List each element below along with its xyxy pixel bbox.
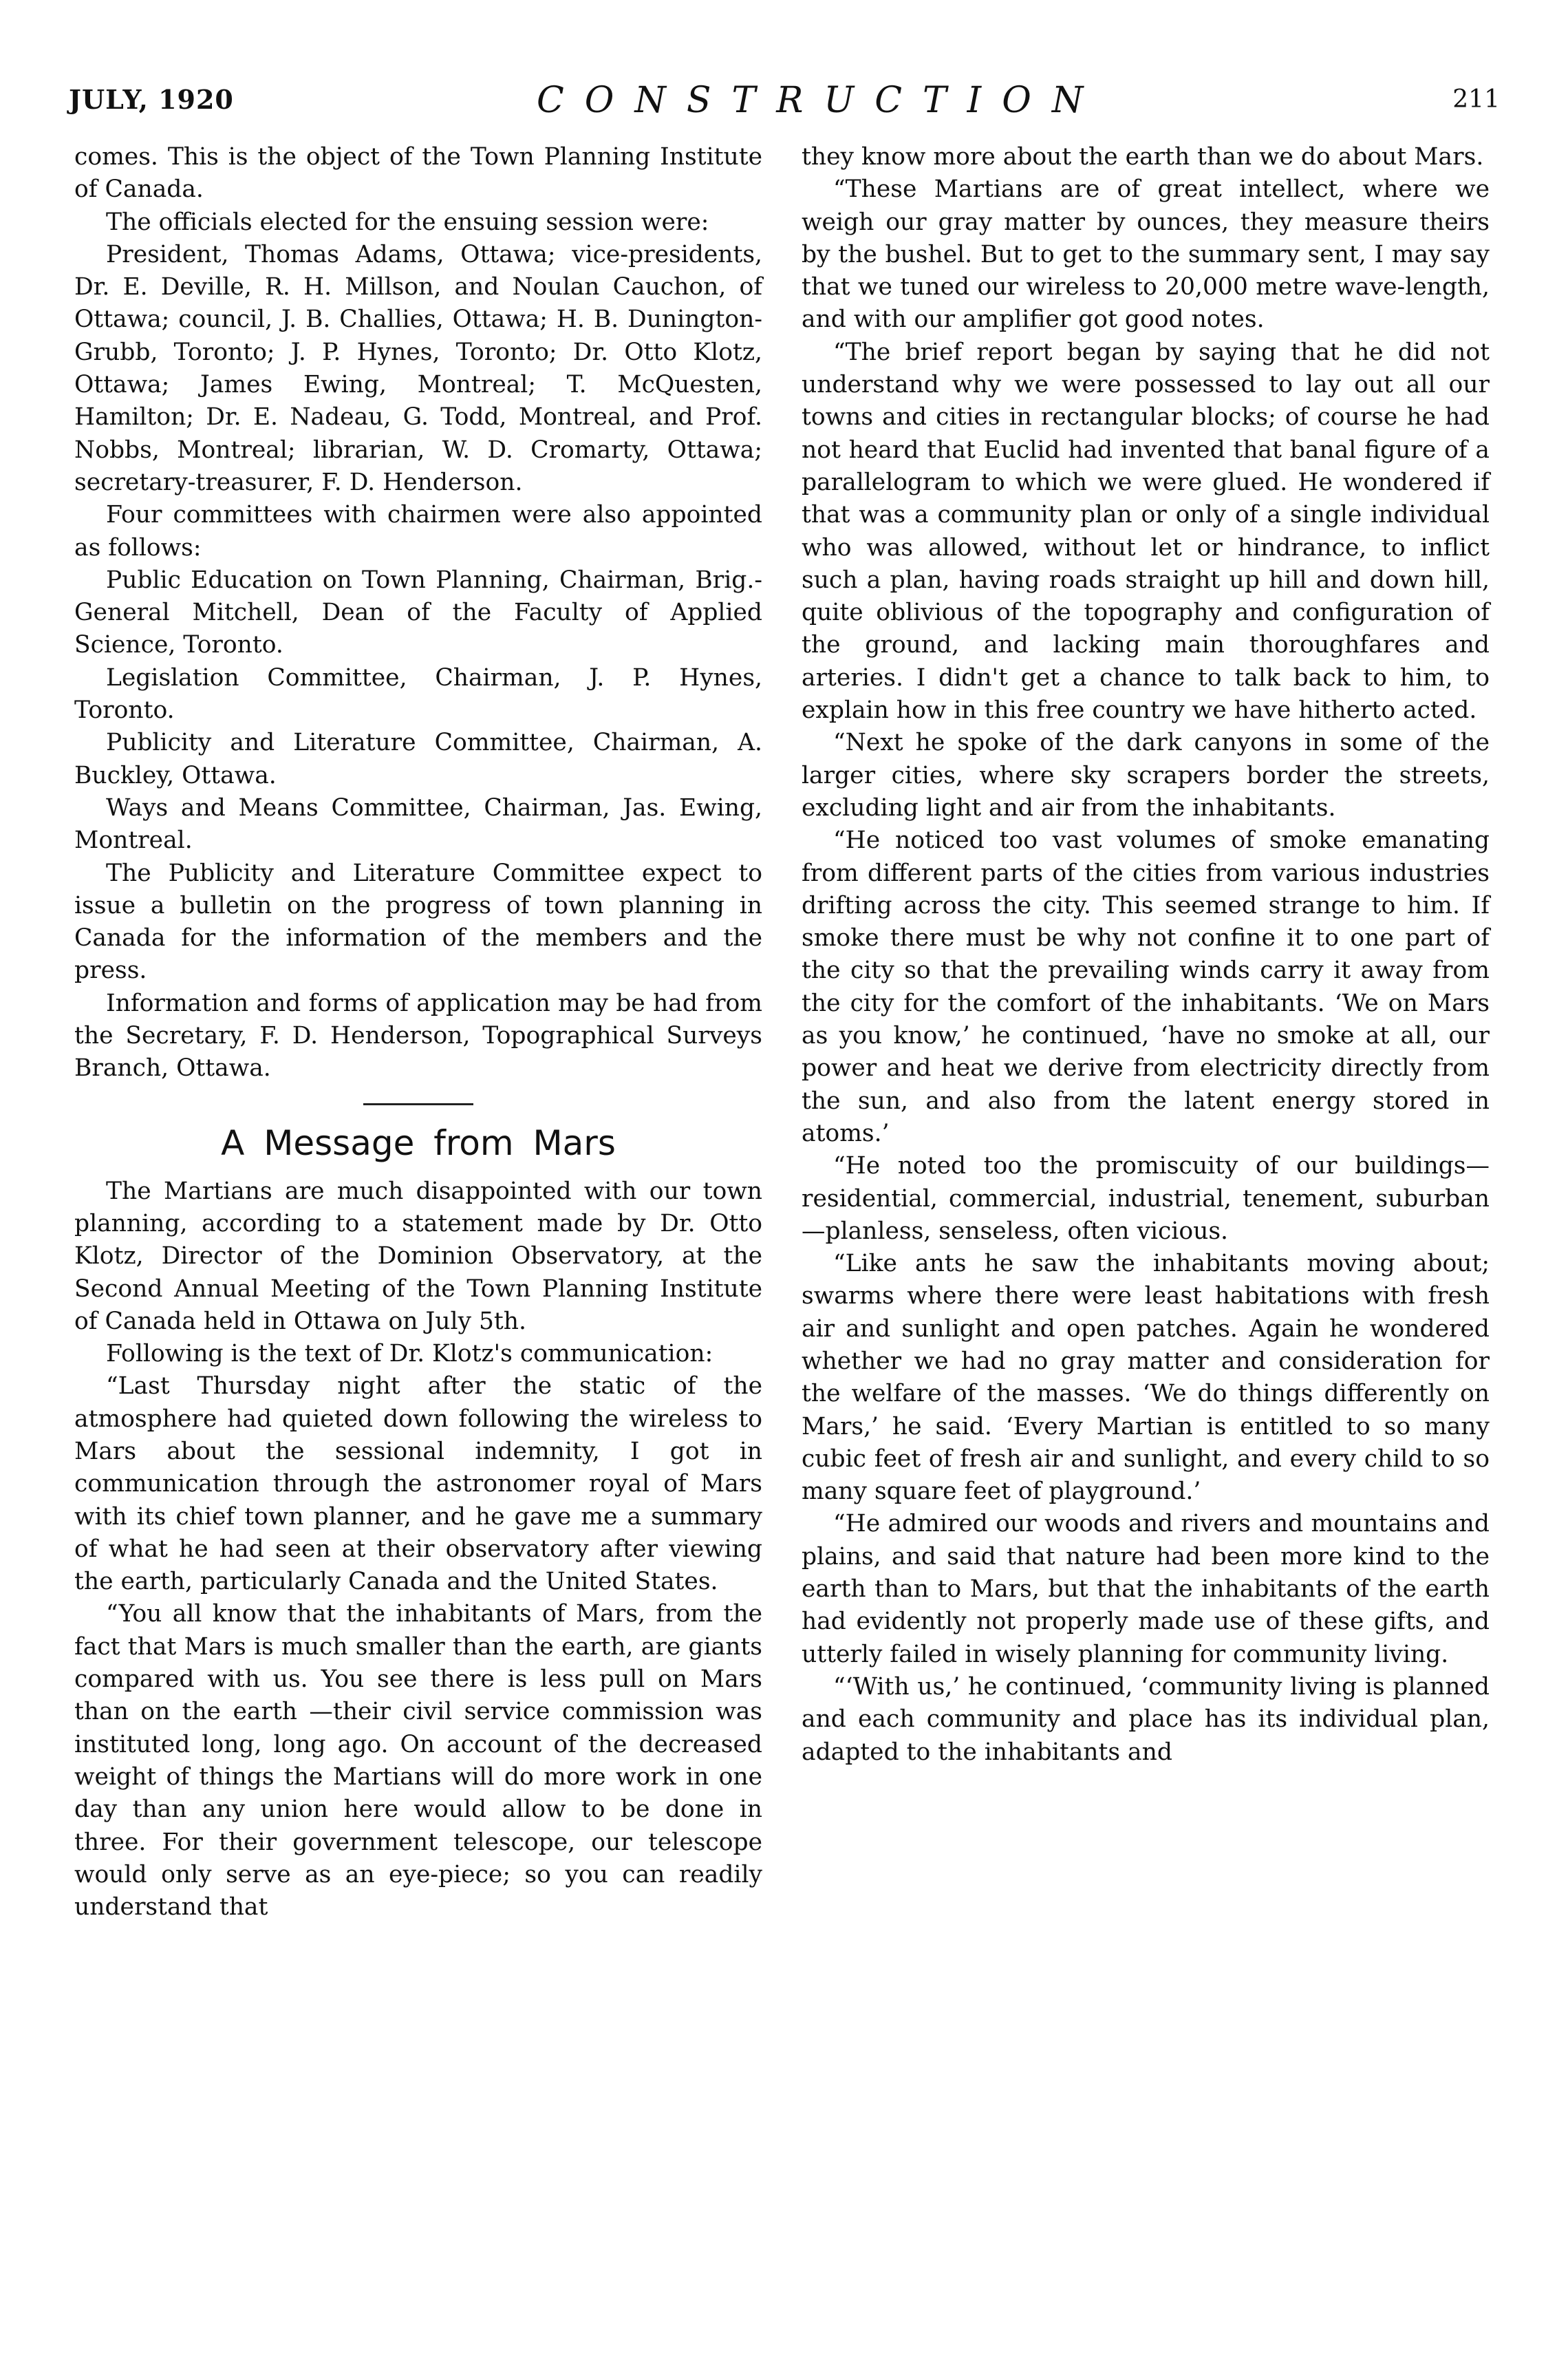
- article-paragraph: “These Martians are of great intellect, where we weigh our gray matter by ounces, they measure theirs by the bushel. But to get to the summary sent, I may say that we tuned our wireless to 20,000 metre wave-length, and with our amplifier got good notes.: [802, 175, 1490, 334]
- issue-date: JULY, 1920: [69, 84, 234, 115]
- paragraph: The Publicity and Literature Committee expect to issue a bulletin on the progress of town planning in Canada for the information of the members and the press.: [74, 859, 762, 985]
- article-paragraph: “Next he spoke of the dark canyons in some of the larger cities, where sky scrapers border the streets, excluding light and air from the inhabitants.: [802, 729, 1490, 822]
- section-divider: [363, 1103, 473, 1105]
- paragraph: The officials elected for the ensuing session were:: [106, 208, 709, 236]
- article-paragraph: they know more about the earth than we do about Mars.: [802, 143, 1484, 171]
- paragraph: Legislation Committee, Chairman, J. P. Hynes, Toronto.: [74, 663, 762, 725]
- article-paragraph: “He noticed too vast volumes of smoke emanating from different parts of the cities from various industries drifting across the city. This seemed strange to him. If smoke there must be why not confine it to one part of the city so that the prevailing winds carry it away from the city for the comfort of the inhabitants. ‘We on Mars as you know,’ he continued, ‘have no smoke at all, our power and heat we derive from electricity directly from the sun, and also from the latent energy stored in atoms.’: [802, 827, 1490, 1147]
- page-number: 211: [1452, 85, 1500, 114]
- article-paragraph: “‘With us,’ he continued, ‘community living is planned and each community and place has its individual plan, adapted to the inhabitants and: [802, 1672, 1490, 1766]
- right-column: [802, 141, 1490, 1769]
- paragraph: Public Education on Town Planning, Chairman, Brig.-General Mitchell, Dean of the Faculty of Applied Science, Toronto.: [74, 566, 762, 659]
- publication-title: CONSTRUCTION: [537, 80, 1104, 121]
- page-header: [69, 76, 1500, 138]
- article-paragraph: “He noted too the promiscuity of our buildings—residential, commercial, industrial, tenement, suburban—planless, senseless, often vicious.: [802, 1152, 1490, 1245]
- article-paragraph: “You all know that the inhabitants of Mars, from the fact that Mars is much smaller than the earth, are giants compared with us. You see there is less pull on Mars than on the earth —their civil service commission was instituted long, long ago. On account of the decreased weight of things the Martians will do more work in one day than any union here would allow to be done in three. For their government telescope, our telescope would only serve as an eye-piece; so you can readily understand that: [74, 1600, 762, 1921]
- left-column: [74, 141, 762, 1924]
- paragraph: President, Thomas Adams, Ottawa; vice-presidents, Dr. E. Deville, R. H. Millson, and Noulan Cauchon, of Ottawa; council, J. B. Challies, Ottawa; H. B. Dunington-Grubb, Toronto; J. P. Hynes, Toronto; Dr. Otto Klotz, Ottawa; James Ewing, Montreal; T. McQuesten, Hamilton; Dr. E. Nadeau, G. Todd, Montreal, and Prof. Nobbs, Montreal; librarian, W. D. Cromarty, Ottawa; secretary-treasurer, F. D. Henderson.: [74, 240, 762, 496]
- paragraph: Four committees with chairmen were also appointed as follows:: [74, 501, 762, 562]
- paragraph: Information and forms of application may be had from the Secretary, F. D. Henderson, Topographical Surveys Branch, Ottawa.: [74, 989, 762, 1083]
- article-paragraph: “The brief report began by saying that he did not understand why we were possessed to lay out all our towns and cities in rectangular blocks; of course he had not heard that Euclid had invented that banal figure of a parallelogram to which we were glued. He wondered if that was a community plan or only of a single individual who was allowed, without let or hindrance, to inflict such a plan, having roads straight up hill and down hill, quite oblivious of the topography and configuration of the ground, and lacking main thoroughfares and arteries. I didn't get a chance to talk back to him, to explain how in this free country we have hitherto acted.: [802, 338, 1490, 725]
- paragraph: Publicity and Literature Committee, Chairman, A. Buckley, Ottawa.: [74, 729, 762, 789]
- article-title: A Message from Mars: [221, 1122, 616, 1163]
- article-paragraph: The Martians are much disappointed with our town planning, according to a statement made by Dr. Otto Klotz, Director of the Dominion Observatory, at the Second Annual Meeting of the Town Planning Institute of Canada held in Ottawa on July 5th.: [74, 1177, 762, 1335]
- article-paragraph: “Like ants he saw the inhabitants moving about; swarms where there were least habitations with fresh air and sunlight and open patches. Again he wondered whether we had no gray matter and consideration for the welfare of the masses. ‘We do things differently on Mars,’ he said. ‘Every Martian is entitled to so many cubic feet of fresh air and sunlight, and every child to so many square feet of playground.’: [802, 1250, 1490, 1506]
- paragraph: comes. This is the object of the Town Planning Institute of Canada.: [74, 143, 762, 204]
- paragraph: Ways and Means Committee, Chairman, Jas. Ewing, Montreal.: [74, 794, 762, 855]
- article-paragraph: “He admired our woods and rivers and mountains and plains, and said that nature had been more kind to the earth than to Mars, but that the inhabitants of the earth had evidently not properly made use of these gifts, and utterly failed in wisely planning for community living.: [802, 1510, 1490, 1668]
- article-paragraph: Following is the text of Dr. Klotz's communication:: [106, 1340, 713, 1368]
- article-paragraph: “Last Thursday night after the static of the atmosphere had quieted down following the wireless to Mars about the sessional indemnity, I got in communication through the astronomer royal of Mars with its chief town planner, and he gave me a summary of what he had seen at their observatory after viewing the earth, particularly Canada and the United States.: [74, 1372, 762, 1596]
